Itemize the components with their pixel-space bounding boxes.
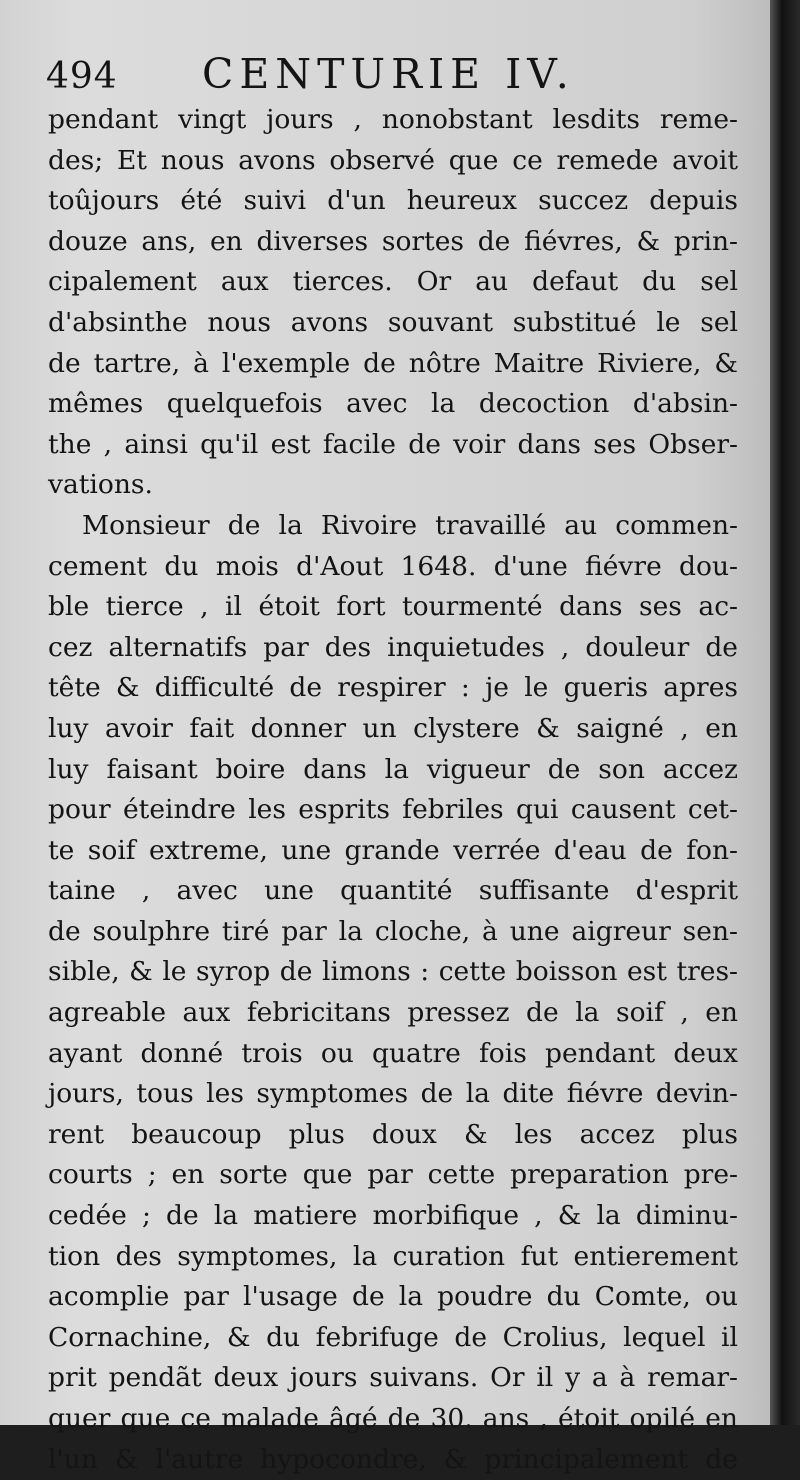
text-line: taine , avec une quantité suffisante d'esprit bbox=[48, 875, 738, 907]
page-header bbox=[46, 48, 746, 104]
text-line: the , ainsi qu'il est facile de voir dans ses Obser- bbox=[48, 428, 738, 460]
page-number: 494 bbox=[46, 56, 118, 97]
text-line: mêmes quelquefois avec la decoction d'absin- bbox=[48, 388, 738, 420]
text-line: tête & difficulté de respirer : je le gueris apres bbox=[48, 672, 738, 704]
running-head: CENTURIE IV. bbox=[202, 50, 575, 98]
text-line: l'un & l'autre hypocondre, & principalement de bbox=[48, 1443, 738, 1475]
text-line: Monsieur de la Rivoire travaillé au commen- bbox=[82, 509, 738, 541]
text-line: douze ans, en diverses sortes de fiévres, & prin- bbox=[48, 225, 738, 257]
text-line: te soif extreme, une grande verrée d'eau de fon- bbox=[48, 834, 738, 866]
paragraph bbox=[48, 100, 738, 506]
text-line: acomplie par l'usage de la poudre du Comte, ou bbox=[48, 1281, 738, 1313]
text-line: courts ; en sorte que par cette preparation pre- bbox=[48, 1159, 738, 1191]
text-line: cez alternatifs par des inquietudes , douleur de bbox=[48, 631, 738, 663]
text-line: pendant vingt jours , nonobstant lesdits reme- bbox=[48, 104, 738, 135]
text-line: toûjours été suivi d'un heureux succez depuis bbox=[48, 185, 738, 217]
text-line: vations. bbox=[48, 469, 153, 501]
text-line: sible, & le syrop de limons : cette boisson est tres- bbox=[48, 956, 738, 988]
text-line: rent beaucoup plus doux & les accez plus bbox=[48, 1118, 738, 1150]
text-line: ayant donné trois ou quatre fois pendant deux bbox=[48, 1037, 738, 1069]
text-line: cedée ; de la matiere morbifique , & la diminu- bbox=[48, 1200, 738, 1232]
text-line: luy avoir fait donner un clystere & saigné , en bbox=[48, 712, 738, 744]
paragraph bbox=[48, 506, 738, 1480]
text-line: agreable aux febricitans pressez de la soif , en bbox=[48, 997, 738, 1029]
text-line: jours, tous les symptomes de la dite fiévre devin- bbox=[48, 1078, 738, 1110]
text-line: prit pendãt deux jours suivans. Or il y a à remar- bbox=[48, 1362, 738, 1394]
text-line: de tartre, à l'exemple de nôtre Maitre Riviere, & bbox=[48, 347, 738, 379]
text-line: de soulphre tiré par la cloche, à une aigreur sen- bbox=[48, 915, 738, 947]
text-line: des; Et nous avons observé que ce remede avoit bbox=[48, 144, 738, 176]
text-line: d'absinthe nous avons souvant substitué le sel bbox=[48, 306, 738, 338]
text-line: pour éteindre les esprits febriles qui causent cet- bbox=[48, 794, 738, 826]
text-line: luy faisant boire dans la vigueur de son accez bbox=[48, 753, 738, 785]
text-line: ble tierce , il étoit fort tourmenté dans ses ac- bbox=[48, 591, 738, 623]
body-text bbox=[48, 100, 738, 1480]
page-edge-shadow bbox=[770, 0, 800, 1425]
text-line: cipalement aux tierces. Or au defaut du sel bbox=[48, 266, 738, 298]
text-line: quer que ce malade âgé de 30. ans , étoit opilé en bbox=[48, 1403, 738, 1434]
text-line: Cornachine, & du febrifuge de Crolius, lequel il bbox=[48, 1321, 738, 1353]
text-line: cement du mois d'Aout 1648. d'une fiévre dou- bbox=[48, 550, 738, 582]
text-line: tion des symptomes, la curation fut entierement bbox=[48, 1240, 738, 1272]
